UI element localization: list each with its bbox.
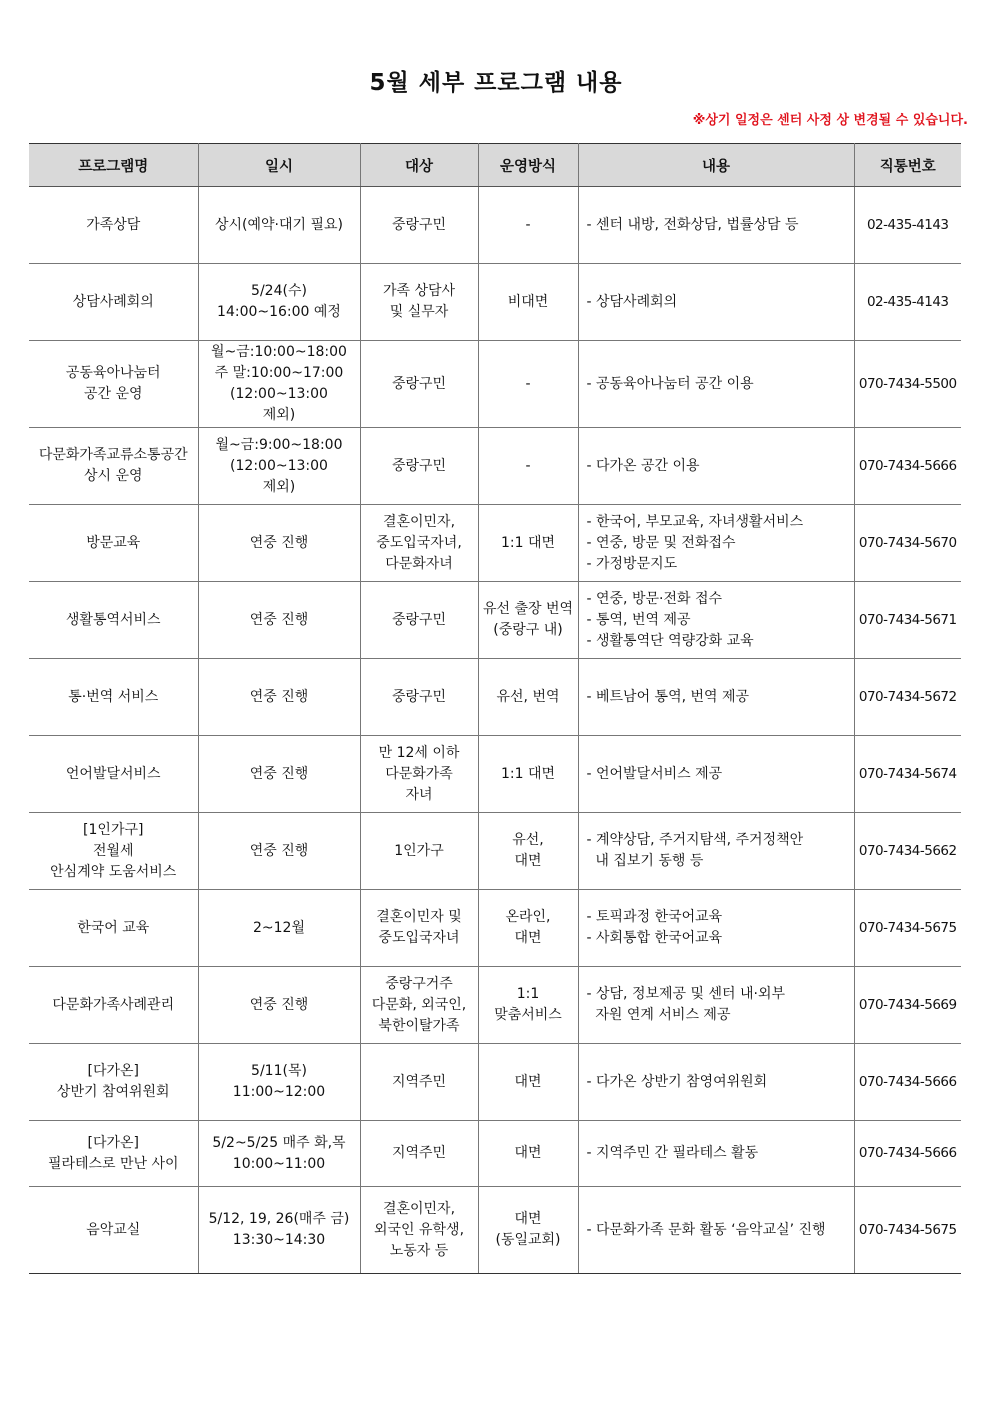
target-cell bbox=[360, 341, 478, 428]
method-line: 비대면 bbox=[507, 293, 549, 310]
target-cell bbox=[360, 659, 478, 736]
method-line: 유선, bbox=[512, 832, 544, 848]
table-header-row bbox=[29, 144, 961, 187]
program-name-line: 전월세 bbox=[92, 842, 134, 859]
date-cell bbox=[198, 1187, 360, 1274]
target-cell bbox=[360, 813, 478, 890]
content-line: - 생활통역단 역량강화 교육 bbox=[586, 632, 754, 649]
date-line: 월~금:10:00~18:00 bbox=[211, 344, 347, 360]
date-line: 2~12월 bbox=[253, 919, 305, 936]
program-name-line: 방문교육 bbox=[86, 534, 141, 551]
target-line: 다문화가족 bbox=[385, 765, 453, 782]
content-cell bbox=[578, 736, 854, 813]
program-name-cell bbox=[29, 1187, 198, 1274]
date-cell bbox=[198, 967, 360, 1044]
target-cell bbox=[360, 264, 478, 341]
target-line: 중도입국자녀 bbox=[378, 930, 460, 946]
target-line: 지역주민 bbox=[391, 1073, 447, 1090]
method-line: 맞춤서비스 bbox=[494, 1007, 562, 1023]
target-line: 중랑구거주 bbox=[385, 975, 453, 992]
program-name-line: 공간 운영 bbox=[83, 386, 143, 402]
table-row bbox=[29, 505, 961, 582]
phone-cell: 070-7434-5666 bbox=[854, 428, 961, 505]
table-row bbox=[29, 428, 961, 505]
date-line: 5/24(수) bbox=[251, 283, 307, 299]
date-line: 14:00~16:00 예정 bbox=[217, 304, 341, 320]
target-cell bbox=[360, 890, 478, 967]
target-line: 중랑구민 bbox=[391, 611, 447, 628]
program-name-line: 생활통역서비스 bbox=[65, 611, 161, 628]
table-row bbox=[29, 187, 961, 264]
content-line: 자원 연계 서비스 제공 bbox=[586, 1007, 731, 1023]
method-line: 대면 bbox=[514, 853, 542, 869]
phone-cell: 070-7434-5675 bbox=[854, 1187, 961, 1274]
date-line: 연중 진행 bbox=[249, 842, 309, 859]
program-name-line: 공동육아나눔터 bbox=[65, 365, 161, 381]
date-line: 10:00~11:00 bbox=[232, 1155, 326, 1172]
content-cell bbox=[578, 659, 854, 736]
program-name-line: 한국어 교육 bbox=[77, 919, 150, 936]
table-row bbox=[29, 1044, 961, 1121]
table-row bbox=[29, 813, 961, 890]
target-cell bbox=[360, 1121, 478, 1187]
target-cell bbox=[360, 1044, 478, 1121]
program-name-cell bbox=[29, 187, 198, 264]
method-line: 1:1 대면 bbox=[500, 765, 556, 782]
table-row bbox=[29, 1121, 961, 1187]
target-line: 1인가구 bbox=[394, 842, 444, 859]
date-cell bbox=[198, 1044, 360, 1121]
program-table bbox=[29, 143, 961, 1274]
table-row bbox=[29, 736, 961, 813]
method-cell bbox=[478, 341, 578, 428]
method-line: 유선 출장 번역 bbox=[482, 601, 574, 617]
target-cell bbox=[360, 1187, 478, 1274]
method-line: - bbox=[525, 457, 531, 474]
content-line: - 센터 내방, 전화상담, 법률상담 등 bbox=[586, 216, 799, 233]
date-line: 연중 진행 bbox=[249, 996, 309, 1013]
program-name-line: 상시 운영 bbox=[83, 468, 143, 484]
method-line: (중랑구 내) bbox=[493, 622, 563, 638]
phone-cell: 070-7434-5662 bbox=[854, 813, 961, 890]
program-name-cell bbox=[29, 1044, 198, 1121]
content-line: - 다가온 상반기 참영여위원회 bbox=[586, 1073, 768, 1090]
program-name-cell bbox=[29, 428, 198, 505]
phone-cell: 070-7434-5675 bbox=[854, 890, 961, 967]
target-line: 다문화, 외국인, bbox=[371, 996, 467, 1013]
program-name-line: 가족상담 bbox=[86, 216, 141, 233]
date-cell bbox=[198, 813, 360, 890]
target-line: 자녀 bbox=[405, 786, 433, 803]
schedule-change-notice: ※상기 일정은 센터 사정 상 변경될 수 있습니다. bbox=[692, 113, 968, 128]
method-line: - bbox=[525, 216, 531, 233]
program-name-cell bbox=[29, 1121, 198, 1187]
target-line: 가족 상담사 bbox=[382, 283, 456, 299]
program-name-cell bbox=[29, 813, 198, 890]
program-name-cell bbox=[29, 505, 198, 582]
date-cell bbox=[198, 341, 360, 428]
phone-cell: 070-7434-5672 bbox=[854, 659, 961, 736]
method-cell bbox=[478, 505, 578, 582]
content-cell bbox=[578, 1187, 854, 1274]
content-line: - 공동육아나눔터 공간 이용 bbox=[586, 375, 754, 392]
program-name-line: 안심계약 도움서비스 bbox=[50, 863, 177, 880]
method-cell bbox=[478, 890, 578, 967]
target-line: 결혼이민자, bbox=[382, 513, 456, 530]
content-line: - 통역, 번역 제공 bbox=[586, 611, 691, 628]
table-row bbox=[29, 890, 961, 967]
date-line: 제외) bbox=[262, 407, 296, 423]
target-line: 중랑구민 bbox=[391, 688, 447, 705]
date-line: 월~금:9:00~18:00 bbox=[215, 436, 343, 453]
method-cell bbox=[478, 582, 578, 659]
method-cell bbox=[478, 813, 578, 890]
phone-cell: 02-435-4143 bbox=[854, 264, 961, 341]
date-cell bbox=[198, 890, 360, 967]
page-title: 5월 세부 프로그램 내용 bbox=[369, 70, 623, 96]
content-line: - 계약상담, 주거지탐색, 주거정책안 bbox=[586, 832, 804, 848]
program-name-line: [1인가구] bbox=[83, 821, 144, 838]
table-row bbox=[29, 582, 961, 659]
date-cell bbox=[198, 736, 360, 813]
method-cell bbox=[478, 1121, 578, 1187]
method-line: 대면 bbox=[514, 930, 542, 946]
method-cell bbox=[478, 967, 578, 1044]
target-line: 및 실무자 bbox=[389, 304, 449, 320]
program-name-line: 다문화가족교류소통공간 bbox=[38, 447, 188, 463]
header-date: 일시 bbox=[198, 144, 360, 187]
date-cell bbox=[198, 428, 360, 505]
program-name-cell bbox=[29, 341, 198, 428]
method-line: 대면 bbox=[514, 1211, 542, 1227]
content-cell bbox=[578, 967, 854, 1044]
content-cell bbox=[578, 813, 854, 890]
content-line: - 베트남어 통역, 번역 제공 bbox=[586, 688, 750, 705]
content-line: - 상담사례회의 bbox=[586, 293, 678, 310]
phone-cell: 070-7434-5674 bbox=[854, 736, 961, 813]
target-line: 지역주민 bbox=[391, 1145, 447, 1161]
content-cell bbox=[578, 341, 854, 428]
phone-cell: 070-7434-5666 bbox=[854, 1044, 961, 1121]
content-cell bbox=[578, 1121, 854, 1187]
target-cell bbox=[360, 187, 478, 264]
date-cell bbox=[198, 505, 360, 582]
table-row bbox=[29, 967, 961, 1044]
date-line: 상시(예약·대기 필요) bbox=[214, 216, 344, 233]
program-name-line: 통·번역 서비스 bbox=[68, 688, 159, 705]
phone-cell: 070-7434-5500 bbox=[854, 341, 961, 428]
table-row bbox=[29, 341, 961, 428]
target-line: 중랑구민 bbox=[391, 216, 447, 233]
method-cell bbox=[478, 1044, 578, 1121]
date-line: 연중 진행 bbox=[249, 688, 309, 705]
program-name-line: 다문화가족사례관리 bbox=[52, 996, 175, 1013]
header-target: 대상 bbox=[360, 144, 478, 187]
content-line: - 가정방문지도 bbox=[586, 555, 678, 572]
phone-cell: 070-7434-5666 bbox=[854, 1121, 961, 1187]
target-line: 결혼이민자, bbox=[382, 1200, 456, 1217]
target-line: 결혼이민자 및 bbox=[376, 909, 462, 925]
date-line: (12:00~13:00 bbox=[230, 386, 328, 402]
date-line: 5/11(목) bbox=[251, 1063, 307, 1079]
table-row bbox=[29, 1187, 961, 1274]
target-line: 다문화자녀 bbox=[385, 555, 453, 572]
date-cell bbox=[198, 264, 360, 341]
phone-cell: 070-7434-5671 bbox=[854, 582, 961, 659]
content-line: - 사회통합 한국어교육 bbox=[586, 930, 723, 946]
content-line: - 다가온 공간 이용 bbox=[586, 457, 700, 474]
method-line: - bbox=[525, 375, 531, 392]
target-cell bbox=[360, 967, 478, 1044]
program-name-line: 음악교실 bbox=[86, 1221, 141, 1238]
date-cell bbox=[198, 187, 360, 264]
phone-cell: 070-7434-5670 bbox=[854, 505, 961, 582]
method-line: (동일교회) bbox=[495, 1232, 561, 1248]
date-line: 11:00~12:00 bbox=[232, 1084, 326, 1100]
header-program-name: 프로그램명 bbox=[29, 144, 198, 187]
content-cell bbox=[578, 1044, 854, 1121]
content-cell bbox=[578, 187, 854, 264]
program-name-cell bbox=[29, 736, 198, 813]
method-cell bbox=[478, 428, 578, 505]
content-line: - 상담, 정보제공 및 센터 내·외부 bbox=[586, 986, 785, 1002]
date-line: 연중 진행 bbox=[249, 765, 309, 782]
date-line: 주 말:10:00~17:00 bbox=[214, 365, 344, 381]
target-line: 중도입국자녀, bbox=[376, 534, 462, 551]
date-line: 5/12, 19, 26(매주 금) bbox=[208, 1211, 350, 1227]
target-cell bbox=[360, 582, 478, 659]
method-cell bbox=[478, 1187, 578, 1274]
target-line: 중랑구민 bbox=[391, 457, 447, 474]
content-cell bbox=[578, 264, 854, 341]
phone-cell: 02-435-4143 bbox=[854, 187, 961, 264]
method-line: 온라인, bbox=[505, 909, 551, 925]
program-name-cell bbox=[29, 890, 198, 967]
header-method: 운영방식 bbox=[478, 144, 578, 187]
date-cell bbox=[198, 659, 360, 736]
method-line: 1:1 bbox=[516, 986, 540, 1002]
program-name-line: 필라테스로 만난 사이 bbox=[47, 1155, 179, 1172]
content-line: - 지역주민 간 필라테스 활동 bbox=[586, 1145, 759, 1161]
program-name-line: 언어발달서비스 bbox=[65, 765, 161, 782]
header-content: 내용 bbox=[578, 144, 854, 187]
target-cell bbox=[360, 505, 478, 582]
content-line: - 한국어, 부모교육, 자녀생활서비스 bbox=[586, 513, 804, 530]
content-cell bbox=[578, 890, 854, 967]
program-name-cell bbox=[29, 582, 198, 659]
program-name-line: 상담사례회의 bbox=[72, 293, 154, 310]
content-line: 내 집보기 동행 등 bbox=[586, 853, 704, 869]
content-line: - 다문화가족 문화 활동 ‘음악교실’ 진행 bbox=[586, 1221, 826, 1238]
method-line: 대면 bbox=[514, 1073, 542, 1090]
header-phone: 직통번호 bbox=[854, 144, 961, 187]
date-line: 5/2~5/25 매주 화,목 bbox=[212, 1134, 346, 1151]
target-line: 만 12세 이하 bbox=[378, 744, 460, 761]
program-name-line: [다가온] bbox=[87, 1134, 139, 1151]
table-row bbox=[29, 264, 961, 341]
target-cell bbox=[360, 736, 478, 813]
method-line: 1:1 대면 bbox=[500, 534, 556, 551]
date-line: 연중 진행 bbox=[249, 534, 309, 551]
content-cell bbox=[578, 582, 854, 659]
program-name-line: [다가온] bbox=[87, 1063, 139, 1079]
target-line: 노동자 등 bbox=[389, 1242, 449, 1259]
content-line: - 연중, 방문 및 전화접수 bbox=[586, 534, 736, 551]
program-name-cell bbox=[29, 967, 198, 1044]
target-line: 북한이탈가족 bbox=[378, 1017, 460, 1034]
method-cell bbox=[478, 187, 578, 264]
content-line: - 연중, 방문·전화 접수 bbox=[586, 590, 722, 607]
content-cell bbox=[578, 428, 854, 505]
target-line: 외국인 유학생, bbox=[373, 1221, 465, 1238]
phone-cell: 070-7434-5669 bbox=[854, 967, 961, 1044]
method-cell bbox=[478, 659, 578, 736]
program-name-cell bbox=[29, 264, 198, 341]
program-name-line: 상반기 참여위원회 bbox=[56, 1084, 170, 1100]
content-cell bbox=[578, 505, 854, 582]
method-cell bbox=[478, 264, 578, 341]
date-line: 13:30~14:30 bbox=[232, 1232, 326, 1248]
date-cell bbox=[198, 582, 360, 659]
method-line: 대면 bbox=[514, 1145, 542, 1161]
table-row bbox=[29, 659, 961, 736]
target-cell bbox=[360, 428, 478, 505]
method-line: 유선, 번역 bbox=[496, 688, 560, 705]
target-line: 중랑구민 bbox=[391, 375, 447, 392]
program-name-cell bbox=[29, 659, 198, 736]
date-cell bbox=[198, 1121, 360, 1187]
content-line: - 토픽과정 한국어교육 bbox=[586, 909, 723, 925]
content-line: - 언어발달서비스 제공 bbox=[586, 765, 723, 782]
date-line: (12:00~13:00 bbox=[230, 457, 328, 474]
date-line: 연중 진행 bbox=[249, 611, 309, 628]
date-line: 제외) bbox=[262, 478, 296, 495]
method-cell bbox=[478, 736, 578, 813]
